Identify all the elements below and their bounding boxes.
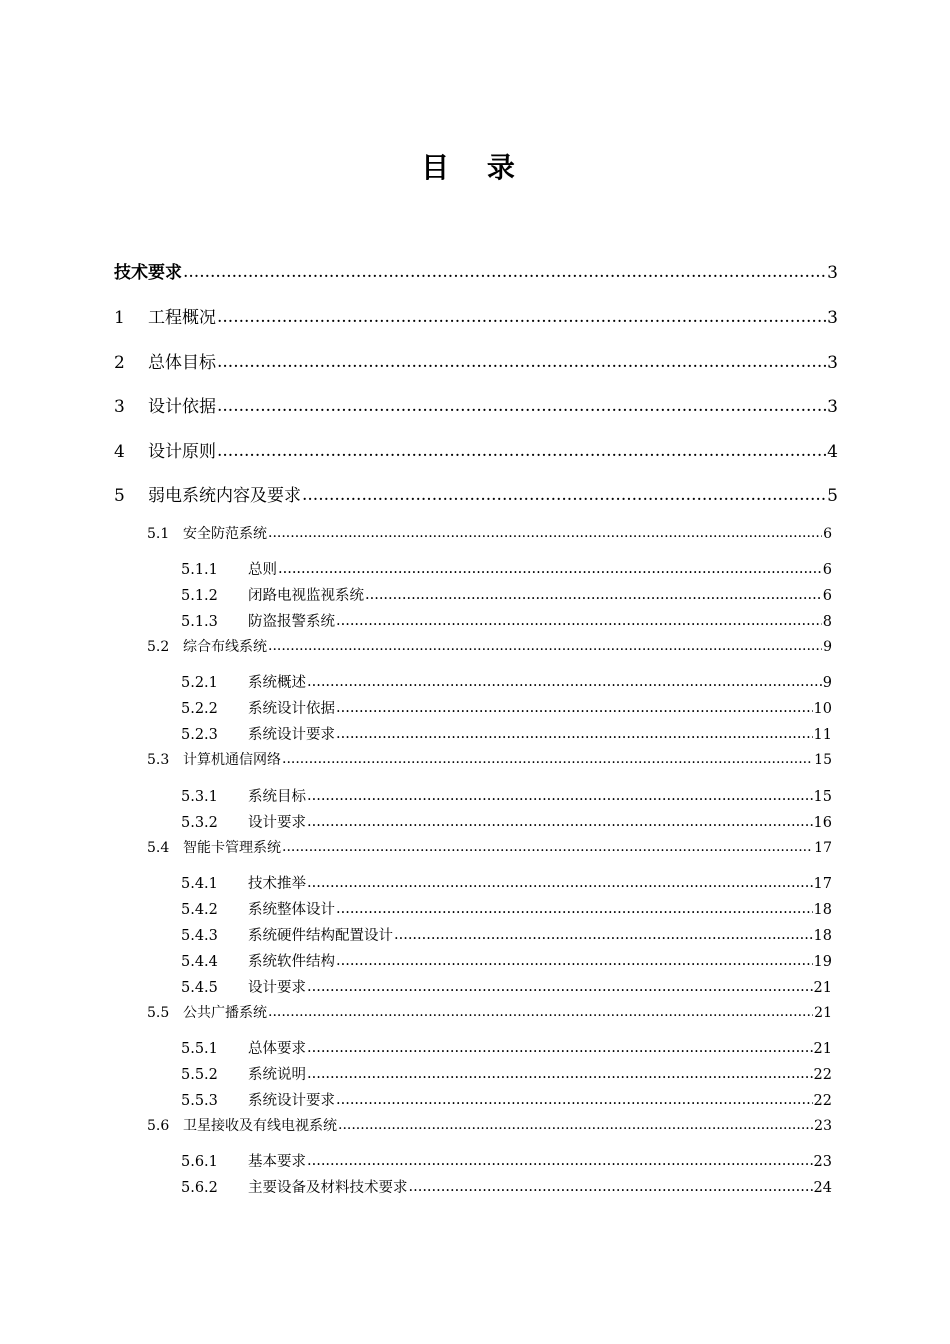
toc-entry[interactable] bbox=[147, 749, 832, 769]
toc-dot-leader bbox=[268, 1004, 813, 1020]
toc-entry[interactable] bbox=[147, 837, 832, 857]
toc-dot-leader bbox=[409, 1179, 813, 1195]
toc-entry-label: 基本要求 bbox=[248, 1154, 306, 1170]
toc-entry[interactable] bbox=[181, 1037, 832, 1058]
toc-dot-leader bbox=[365, 587, 822, 603]
toc-entry-label: 总体要求 bbox=[248, 1041, 306, 1057]
toc-entry[interactable] bbox=[181, 924, 832, 945]
toc-entry-page: 21 bbox=[814, 1005, 832, 1021]
toc-entry-number: 5.1 bbox=[147, 526, 170, 542]
toc-dot-leader bbox=[336, 1092, 813, 1108]
toc-entry-label: 设计要求 bbox=[248, 980, 306, 996]
toc-entry-label: 技术要求 bbox=[114, 263, 182, 283]
toc-entry-label: 设计原则 bbox=[148, 442, 216, 462]
toc-entry-page: 15 bbox=[814, 752, 832, 768]
toc-entry[interactable] bbox=[147, 636, 832, 656]
toc-entry[interactable] bbox=[114, 303, 838, 328]
toc-entry[interactable] bbox=[181, 811, 832, 832]
toc-entry-page: 6 bbox=[823, 526, 832, 542]
toc-entry-label: 系统概述 bbox=[248, 675, 306, 691]
toc-dot-leader bbox=[307, 674, 822, 690]
toc-entry-label: 设计依据 bbox=[148, 397, 216, 417]
toc-dot-leader bbox=[217, 396, 826, 416]
toc-entry[interactable] bbox=[181, 898, 832, 919]
toc-entry[interactable] bbox=[181, 723, 832, 744]
toc-entry-page: 21 bbox=[813, 980, 832, 996]
toc-entry-number: 5.4.5 bbox=[181, 980, 218, 996]
toc-dot-leader bbox=[302, 485, 826, 505]
toc-entry[interactable] bbox=[147, 523, 832, 543]
toc-entry-page: 8 bbox=[822, 614, 832, 630]
toc-entry-label: 系统硬件结构配置设计 bbox=[248, 928, 393, 944]
toc-dot-leader bbox=[217, 307, 826, 327]
toc-entry-label: 闭路电视监视系统 bbox=[248, 588, 364, 604]
toc-dot-leader bbox=[183, 262, 826, 282]
toc-entry-number: 5.3.2 bbox=[181, 815, 218, 831]
toc-entry[interactable] bbox=[114, 437, 838, 462]
toc-entry-label: 主要设备及材料技术要求 bbox=[248, 1180, 408, 1196]
toc-entry-label: 智能卡管理系统 bbox=[183, 840, 281, 856]
toc-dot-leader bbox=[307, 1066, 813, 1082]
toc-entry-number: 5.1.3 bbox=[181, 614, 218, 630]
toc-entry-page: 5 bbox=[827, 486, 838, 506]
toc-dot-leader bbox=[278, 561, 822, 577]
toc-entry-label: 总则 bbox=[248, 562, 277, 578]
toc-entry-number: 4 bbox=[114, 442, 125, 462]
toc-entry-page: 21 bbox=[813, 1041, 832, 1057]
toc-entry-label: 卫星接收及有线电视系统 bbox=[183, 1118, 337, 1134]
toc-dot-leader bbox=[307, 1153, 813, 1169]
toc-entry-number: 5.6 bbox=[147, 1118, 170, 1134]
toc-entry-number: 5.3.1 bbox=[181, 789, 218, 805]
toc-entry-page: 3 bbox=[827, 353, 838, 373]
toc-entry-label: 安全防范系统 bbox=[183, 526, 267, 542]
toc-entry-label: 工程概况 bbox=[148, 308, 216, 328]
toc-entry-label: 系统设计要求 bbox=[248, 1093, 335, 1109]
toc-entry[interactable] bbox=[114, 258, 838, 283]
toc-entry[interactable] bbox=[181, 610, 832, 631]
toc-entry-label: 系统软件结构 bbox=[248, 954, 335, 970]
toc-entry-page: 6 bbox=[822, 588, 832, 604]
toc-entry-number: 5.4.2 bbox=[181, 902, 218, 918]
toc-entry-label: 系统设计要求 bbox=[248, 727, 335, 743]
toc-entry[interactable] bbox=[114, 481, 838, 506]
toc-dot-leader bbox=[268, 638, 822, 654]
toc-entry-page: 3 bbox=[827, 263, 838, 283]
toc-entry-page: 18 bbox=[813, 928, 832, 944]
toc-dot-leader bbox=[282, 751, 813, 767]
toc-entry[interactable] bbox=[181, 1176, 832, 1197]
toc-entry-number: 1 bbox=[114, 308, 125, 328]
toc-entry-label: 技术推举 bbox=[248, 876, 306, 892]
toc-entry-number: 5.5.2 bbox=[181, 1067, 218, 1083]
toc-entry-page: 17 bbox=[814, 840, 832, 856]
toc-entry-label: 公共广播系统 bbox=[183, 1005, 267, 1021]
toc-entry-page: 23 bbox=[814, 1118, 832, 1134]
toc-entry[interactable] bbox=[147, 1115, 832, 1135]
toc-entry-page: 9 bbox=[822, 675, 832, 691]
toc-entry-label: 系统整体设计 bbox=[248, 902, 335, 918]
toc-dot-leader bbox=[307, 1040, 813, 1056]
toc-dot-leader bbox=[336, 613, 822, 629]
toc-entry-label: 总体目标 bbox=[148, 353, 216, 373]
toc-entry-page: 9 bbox=[823, 639, 832, 655]
toc-dot-leader bbox=[307, 979, 813, 995]
toc-entry-number: 3 bbox=[114, 397, 125, 417]
toc-entry-label: 设计要求 bbox=[248, 815, 306, 831]
toc-entry[interactable] bbox=[181, 976, 832, 997]
toc-entry-number: 5.2.2 bbox=[181, 701, 218, 717]
page-title: 目 录 bbox=[421, 151, 529, 184]
toc-entry[interactable] bbox=[114, 348, 838, 373]
toc-dot-leader bbox=[217, 352, 826, 372]
toc-entry-number: 5.1.1 bbox=[181, 562, 218, 578]
toc-entry-number: 5.2 bbox=[147, 639, 170, 655]
toc-entry-number: 5.5.1 bbox=[181, 1041, 218, 1057]
toc-entry-page: 24 bbox=[813, 1180, 832, 1196]
toc-entry-page: 3 bbox=[827, 397, 838, 417]
toc-entry-number: 5.4.1 bbox=[181, 876, 218, 892]
toc-entry[interactable] bbox=[181, 1150, 832, 1171]
toc-dot-leader bbox=[282, 839, 813, 855]
toc-entry[interactable] bbox=[181, 697, 832, 718]
toc-entry-page: 23 bbox=[813, 1154, 832, 1170]
toc-entry-page: 22 bbox=[813, 1093, 832, 1109]
toc-dot-leader bbox=[307, 788, 813, 804]
toc-entry-number: 5.6.1 bbox=[181, 1154, 218, 1170]
toc-entry-number: 5.5 bbox=[147, 1005, 170, 1021]
toc-entry[interactable] bbox=[181, 872, 832, 893]
toc-entry-number: 5 bbox=[114, 486, 125, 506]
toc-entry-label: 系统目标 bbox=[248, 789, 306, 805]
toc-entry[interactable] bbox=[181, 558, 832, 579]
toc-entry[interactable] bbox=[181, 950, 832, 971]
toc-dot-leader bbox=[336, 726, 813, 742]
toc-entry-page: 22 bbox=[813, 1067, 832, 1083]
toc-dot-leader bbox=[217, 441, 826, 461]
toc-dot-leader bbox=[307, 875, 813, 891]
toc-entry[interactable] bbox=[147, 1002, 832, 1022]
toc-dot-leader bbox=[338, 1117, 813, 1133]
toc-dot-leader bbox=[336, 953, 813, 969]
toc-entry-label: 防盗报警系统 bbox=[248, 614, 335, 630]
toc-entry-number: 5.3 bbox=[147, 752, 170, 768]
toc-entry-number: 5.4 bbox=[147, 840, 170, 856]
toc-entry-label: 计算机通信网络 bbox=[183, 752, 281, 768]
toc-entry[interactable] bbox=[181, 584, 832, 605]
toc-entry-label: 系统设计依据 bbox=[248, 701, 335, 717]
toc-entry-page: 6 bbox=[822, 562, 832, 578]
toc-entry-number: 5.4.3 bbox=[181, 928, 218, 944]
toc-entry-page: 17 bbox=[813, 876, 832, 892]
toc-entry-number: 5.2.1 bbox=[181, 675, 218, 691]
toc-entry[interactable] bbox=[181, 1063, 832, 1084]
toc-entry-label: 系统说明 bbox=[248, 1067, 306, 1083]
toc-entry[interactable] bbox=[114, 392, 838, 417]
toc-dot-leader bbox=[336, 700, 813, 716]
toc-entry-number: 5.4.4 bbox=[181, 954, 218, 970]
toc-entry-page: 15 bbox=[813, 789, 832, 805]
toc-entry-number: 5.2.3 bbox=[181, 727, 218, 743]
toc-entry-number: 2 bbox=[114, 353, 125, 373]
toc-dot-leader bbox=[307, 814, 813, 830]
toc-dot-leader bbox=[336, 901, 813, 917]
toc-entry-page: 10 bbox=[813, 701, 832, 717]
toc-entry[interactable] bbox=[181, 785, 832, 806]
toc-entry[interactable] bbox=[181, 671, 832, 692]
toc-entry[interactable] bbox=[181, 1089, 832, 1110]
toc-entry-page: 18 bbox=[813, 902, 832, 918]
toc-entry-page: 3 bbox=[827, 308, 838, 328]
toc-dot-leader bbox=[268, 525, 822, 541]
toc-entry-page: 11 bbox=[813, 727, 832, 743]
toc-entry-page: 19 bbox=[813, 954, 832, 970]
toc-entry-label: 综合布线系统 bbox=[183, 639, 267, 655]
toc-entry-number: 5.1.2 bbox=[181, 588, 218, 604]
toc-entry-number: 5.5.3 bbox=[181, 1093, 218, 1109]
toc-entry-number: 5.6.2 bbox=[181, 1180, 218, 1196]
toc-entry-label: 弱电系统内容及要求 bbox=[148, 486, 301, 506]
toc-dot-leader bbox=[394, 927, 813, 943]
toc-entry-page: 4 bbox=[827, 442, 838, 462]
toc-entry-page: 16 bbox=[813, 815, 832, 831]
